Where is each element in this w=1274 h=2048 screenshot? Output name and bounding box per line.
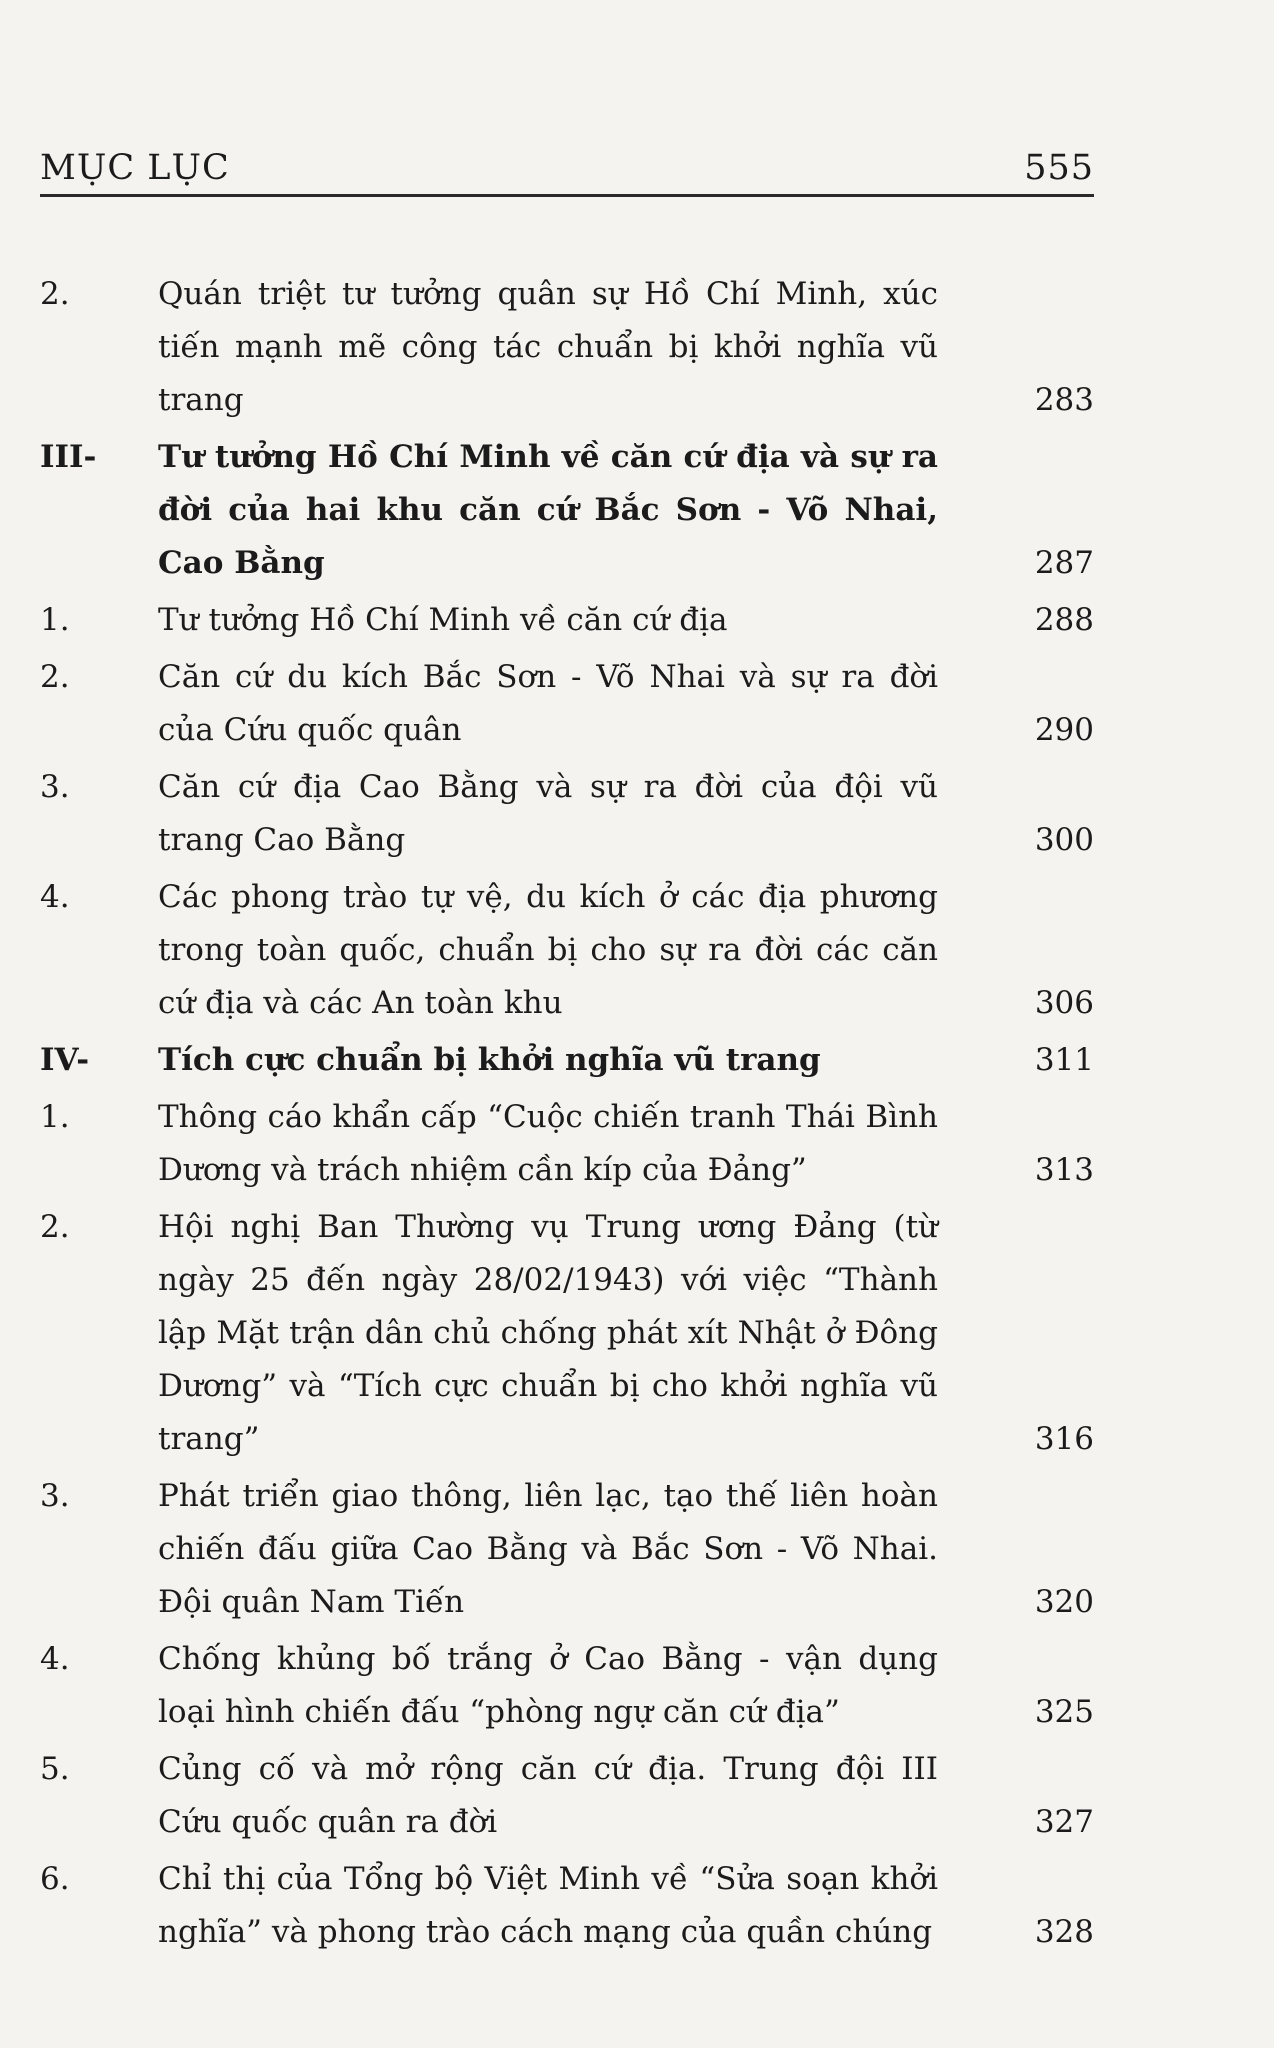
entry-title: Phát triển giao thông, liên lạc, tạo thế liên hoàn chiến đấu giữa Cao Bằng và Bắc Sơn - Võ Nhai. Đội quân Nam Tiến xyxy=(158,1478,938,1620)
toc-entry xyxy=(40,871,1094,1030)
entry-page: 300 xyxy=(1034,822,1094,858)
header-rule xyxy=(40,194,1094,197)
toc-section-heading xyxy=(40,1034,1094,1087)
entry-page: 313 xyxy=(1034,1152,1094,1188)
entry-title: Củng cố và mở rộng căn cứ địa. Trung đội III Cứu quốc quân ra đời xyxy=(158,1751,938,1840)
table-of-contents xyxy=(40,268,1094,1963)
section-number: III- xyxy=(40,439,97,475)
entry-number: 4. xyxy=(40,879,70,915)
toc-entry xyxy=(40,761,1094,867)
entry-number: 3. xyxy=(40,769,70,805)
entry-page: 311 xyxy=(1034,1042,1094,1078)
entry-page: 327 xyxy=(1034,1804,1094,1840)
entry-page: 328 xyxy=(1034,1914,1094,1950)
entry-title: Quán triệt tư tưởng quân sự Hồ Chí Minh, xúc tiến mạnh mẽ công tác chuẩn bị khởi nghĩa vũ trang xyxy=(158,276,938,418)
folio-page-number: 555 xyxy=(1024,148,1094,188)
toc-entry xyxy=(40,651,1094,757)
toc-entry xyxy=(40,1743,1094,1849)
section-title: Tích cực chuẩn bị khởi nghĩa vũ trang xyxy=(158,1042,821,1078)
entry-number: 6. xyxy=(40,1861,70,1897)
toc-entry xyxy=(40,1633,1094,1739)
entry-number: 2. xyxy=(40,1209,70,1245)
toc-entry xyxy=(40,268,1094,427)
entry-number: 4. xyxy=(40,1641,70,1677)
entry-page: 325 xyxy=(1034,1694,1094,1730)
entry-page: 290 xyxy=(1034,712,1094,748)
section-number: IV- xyxy=(40,1042,90,1078)
entry-title: Hội nghị Ban Thường vụ Trung ương Đảng (từ ngày 25 đến ngày 28/02/1943) với việc “Thành lập Mặt trận dân chủ chống phát xít Nhật ở Đông Dương” và “Tích cực chuẩn bị cho khởi nghĩa vũ trang” xyxy=(158,1209,938,1457)
toc-entry xyxy=(40,1091,1094,1197)
running-title: MỤC LỤC xyxy=(40,148,230,188)
entry-title: Thông cáo khẩn cấp “Cuộc chiến tranh Thái Bình Dương và trách nhiệm cần kíp của Đảng” xyxy=(158,1099,938,1188)
entry-number: 1. xyxy=(40,602,70,638)
entry-page: 306 xyxy=(1034,985,1094,1021)
running-header xyxy=(40,138,1094,188)
entry-page: 316 xyxy=(1034,1421,1094,1457)
toc-entry xyxy=(40,1853,1094,1959)
entry-number: 2. xyxy=(40,276,70,312)
toc-entry xyxy=(40,1201,1094,1466)
entry-number: 2. xyxy=(40,659,70,695)
toc-page xyxy=(40,0,1100,2048)
entry-number: 3. xyxy=(40,1478,70,1514)
entry-number: 5. xyxy=(40,1751,70,1787)
entry-page: 283 xyxy=(1034,382,1094,418)
entry-title: Tư tưởng Hồ Chí Minh về căn cứ địa xyxy=(158,602,728,638)
entry-title: Chỉ thị của Tổng bộ Việt Minh về “Sửa soạn khởi nghĩa” và phong trào cách mạng của quần chúng xyxy=(158,1861,938,1950)
entry-title: Chống khủng bố trắng ở Cao Bằng - vận dụng loại hình chiến đấu “phòng ngự căn cứ địa” xyxy=(158,1641,938,1730)
entry-page: 320 xyxy=(1034,1584,1094,1620)
entry-title: Các phong trào tự vệ, du kích ở các địa phương trong toàn quốc, chuẩn bị cho sự ra đời các căn cứ địa và các An toàn khu xyxy=(158,879,938,1021)
entry-number: 1. xyxy=(40,1099,70,1135)
entry-title: Căn cứ địa Cao Bằng và sự ra đời của đội vũ trang Cao Bằng xyxy=(158,769,938,858)
entry-page: 287 xyxy=(1034,545,1094,581)
section-title: Tư tưởng Hồ Chí Minh về căn cứ địa và sự ra đời của hai khu căn cứ Bắc Sơn - Võ Nhai, Cao Bằng xyxy=(158,439,938,581)
toc-entry xyxy=(40,1470,1094,1629)
entry-title: Căn cứ du kích Bắc Sơn - Võ Nhai và sự ra đời của Cứu quốc quân xyxy=(158,659,938,748)
entry-page: 288 xyxy=(1034,602,1094,638)
toc-section-heading xyxy=(40,431,1094,590)
toc-entry xyxy=(40,594,1094,647)
